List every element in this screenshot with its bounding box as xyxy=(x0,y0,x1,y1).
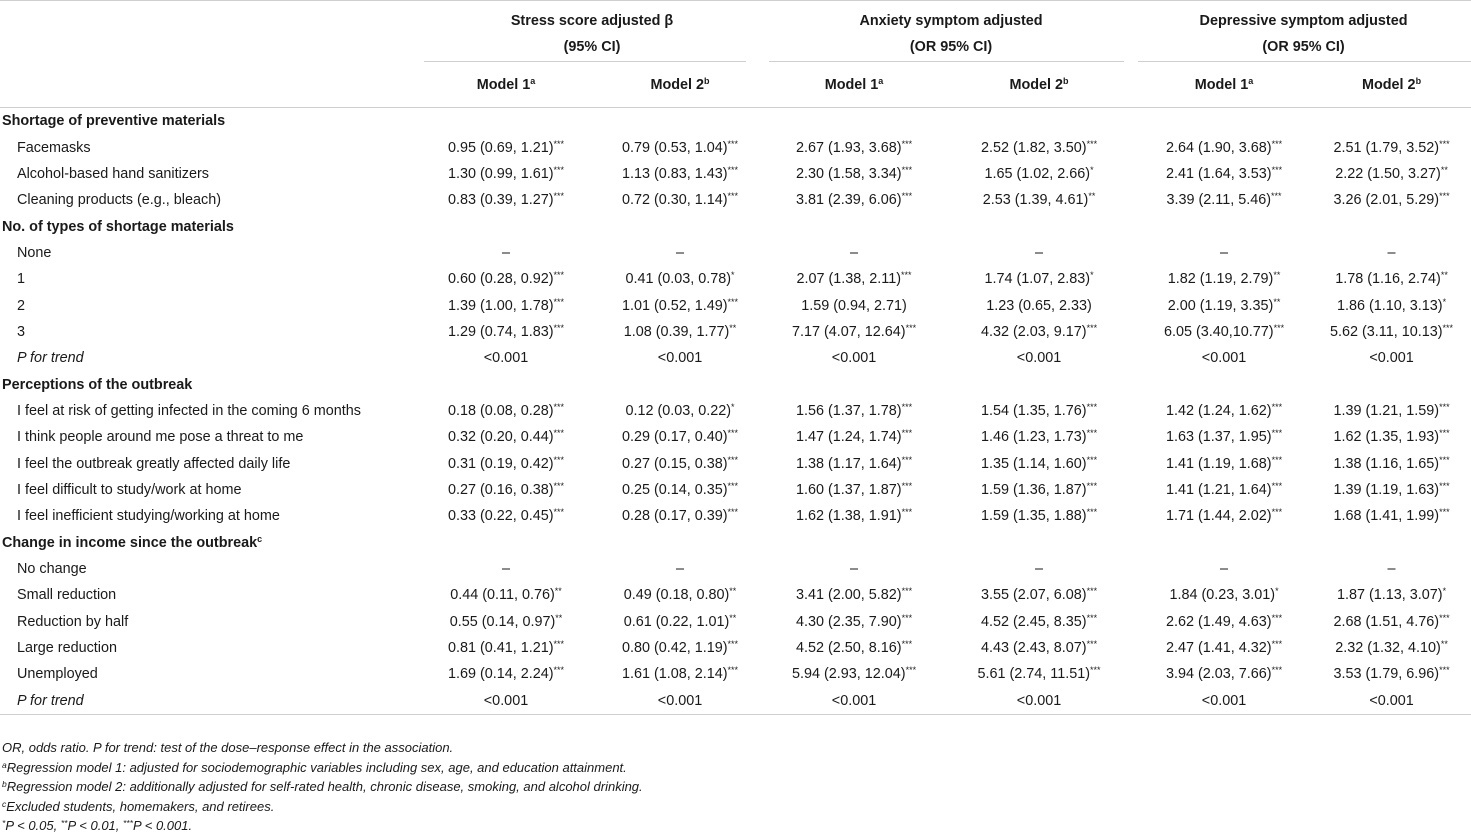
significance-mark: * xyxy=(1442,296,1447,307)
significance-mark: *** xyxy=(1271,665,1283,676)
table-cell: 0.32 (0.20, 0.44)*** xyxy=(447,428,565,446)
table-cell: 0.33 (0.22, 0.45)*** xyxy=(447,507,565,525)
row-label: Unemployed xyxy=(17,666,98,683)
table-cell: 1.30 (0.99, 1.61)*** xyxy=(447,164,565,182)
row-label: Small reduction xyxy=(17,587,117,604)
table-cell: <0.001 xyxy=(657,350,703,367)
table-cell: 2.52 (1.82, 3.50)*** xyxy=(980,138,1098,156)
header-model1: Model 1$^a$ xyxy=(476,75,536,93)
table-cell: 1.59 (1.36, 1.87)*** xyxy=(980,480,1098,498)
table-cell: 1.62 (1.35, 1.93)*** xyxy=(1333,428,1450,446)
table-cell: 0.27 (0.15, 0.38)*** xyxy=(621,454,739,472)
significance-mark: *** xyxy=(1090,665,1101,676)
table-cell: – xyxy=(1387,244,1396,261)
table-cell: – xyxy=(1387,561,1396,578)
significance-mark: *** xyxy=(1439,401,1450,412)
table-cell: 1.86 (1.10, 3.13)* xyxy=(1336,296,1447,314)
table-cell: 4.52 (2.50, 8.16)*** xyxy=(795,639,913,657)
table-cell: <0.001 xyxy=(1201,350,1247,367)
table-cell: 0.60 (0.28, 0.92)*** xyxy=(447,270,565,288)
significance-mark: *** xyxy=(901,507,913,518)
table-cell: 2.00 (1.19, 3.35)** xyxy=(1167,296,1281,314)
table-cell: 1.54 (1.35, 1.76)*** xyxy=(980,401,1098,419)
table-row xyxy=(0,503,1471,529)
table-cell: 4.43 (2.43, 8.07)*** xyxy=(980,639,1098,657)
header-model2: Model 2$^b$ xyxy=(1361,75,1422,93)
significance-mark: *** xyxy=(1271,428,1283,439)
significance-mark: *** xyxy=(1086,428,1098,439)
table-row xyxy=(0,266,1471,292)
p-trend-row xyxy=(0,688,1471,715)
table-cell: <0.001 xyxy=(657,692,703,709)
table-cell: – xyxy=(676,244,685,261)
table-cell: – xyxy=(850,561,859,578)
significance-mark: *** xyxy=(727,191,739,202)
table-cell: 2.53 (1.39, 4.61)** xyxy=(982,191,1096,209)
significance-mark: *** xyxy=(553,507,565,518)
table-cell: 2.62 (1.49, 4.63)*** xyxy=(1165,612,1283,630)
significance-mark: *** xyxy=(727,428,739,439)
table-cell: – xyxy=(1220,561,1229,578)
footnote-significance: *P < 0.05, **P < 0.01, ***P < 0.001. xyxy=(2,818,193,833)
significance-mark: *** xyxy=(1439,138,1450,149)
table-cell: 1.39 (1.21, 1.59)*** xyxy=(1333,401,1450,419)
footnote-b: $^b$Regression model 2: additionally adjusted for self-rated health, chronic disease, smoking, and alcohol drinking. xyxy=(2,779,643,794)
table-cell: 3.55 (2.07, 6.08)*** xyxy=(980,586,1098,604)
significance-mark: *** xyxy=(727,138,739,149)
significance-mark: *** xyxy=(553,639,565,650)
header-anxiety-subtitle: (OR 95% CI) xyxy=(909,38,993,55)
p-trend-label: P for trend xyxy=(17,350,84,367)
significance-mark: * xyxy=(731,270,735,281)
significance-mark: *** xyxy=(553,138,565,149)
footnote-a: $^a$Regression model 1: adjusted for sociodemographic variables including sex, age, and education attainment. xyxy=(2,759,627,775)
header-depressive-title: Depressive symptom adjusted xyxy=(1199,12,1408,29)
significance-mark: *** xyxy=(553,322,565,333)
table-cell: 1.68 (1.41, 1.99)*** xyxy=(1333,507,1450,525)
significance-mark: ** xyxy=(1273,270,1281,281)
row-label: None xyxy=(17,244,52,261)
header-model1: Model 1$^a$ xyxy=(824,75,884,93)
table-cell: 3.41 (2.00, 5.82)*** xyxy=(795,586,913,604)
table-row xyxy=(0,556,1471,582)
table-cell: 0.41 (0.03, 0.78)* xyxy=(625,270,735,288)
table-cell: 0.80 (0.42, 1.19)*** xyxy=(621,639,739,657)
table-cell: – xyxy=(676,561,685,578)
footnote-c: $^c$Excluded students, homemakers, and retirees. xyxy=(2,798,275,814)
table-cell: 1.46 (1.23, 1.73)*** xyxy=(980,428,1098,446)
table-cell: 1.78 (1.16, 2.74)** xyxy=(1335,270,1448,288)
table-cell: 1.63 (1.37, 1.95)*** xyxy=(1165,428,1283,446)
table-cell: 1.42 (1.24, 1.62)*** xyxy=(1165,401,1283,419)
row-label: I feel the outbreak greatly affected daily life xyxy=(17,455,291,472)
section-header-row xyxy=(0,530,1471,556)
header-blank xyxy=(0,1,418,63)
table-cell: <0.001 xyxy=(1016,692,1062,709)
footnote-or: OR, odds ratio. P for trend: test of the dose–response effect in the association. xyxy=(2,740,454,755)
significance-mark: *** xyxy=(1086,507,1098,518)
row-label: I feel inefficient studying/working at home xyxy=(17,508,280,525)
table-cell: 1.56 (1.37, 1.78)*** xyxy=(795,401,913,419)
table-cell: 1.35 (1.14, 1.60)*** xyxy=(980,454,1098,472)
header-row-models xyxy=(0,62,1471,108)
table-cell: 1.47 (1.24, 1.74)*** xyxy=(795,428,913,446)
table-body xyxy=(0,108,1471,715)
significance-mark: *** xyxy=(901,401,913,412)
table-cell: 0.18 (0.08, 0.28)*** xyxy=(447,401,565,419)
table-cell: – xyxy=(1220,244,1229,261)
table-row xyxy=(0,450,1471,476)
header-stress-title: Stress score adjusted β xyxy=(510,12,674,29)
table-cell: 3.94 (2.03, 7.66)*** xyxy=(1165,665,1283,683)
table-cell: 0.44 (0.11, 0.76)** xyxy=(450,586,562,604)
significance-mark: *** xyxy=(553,665,565,676)
table-row xyxy=(0,292,1471,318)
section-label: Change in income since the outbreak$^c$ xyxy=(2,533,263,551)
table-cell: – xyxy=(850,244,859,261)
table-cell: 5.62 (3.11, 10.13)*** xyxy=(1329,322,1454,340)
significance-mark: *** xyxy=(727,639,739,650)
significance-mark: ** xyxy=(555,612,563,623)
header-row-groups xyxy=(0,1,1471,63)
table-cell: – xyxy=(1035,561,1044,578)
significance-mark: *** xyxy=(1271,480,1283,491)
table-cell: 2.64 (1.90, 3.68)*** xyxy=(1165,138,1283,156)
table-row xyxy=(0,424,1471,450)
row-label: I think people around me pose a threat to me xyxy=(17,429,304,446)
row-label: Facemasks xyxy=(17,139,91,156)
table-cell: 0.31 (0.19, 0.42)*** xyxy=(447,454,565,472)
row-label: Reduction by half xyxy=(17,613,129,630)
significance-mark: *** xyxy=(727,665,739,676)
header-depressive-group xyxy=(1136,1,1471,63)
significance-mark: *** xyxy=(901,164,913,175)
significance-mark: *** xyxy=(1271,164,1283,175)
significance-mark: ** xyxy=(1440,639,1448,650)
table-cell: 0.79 (0.53, 1.04)*** xyxy=(621,138,739,156)
significance-mark: *** xyxy=(901,454,913,465)
significance-mark: *** xyxy=(553,480,565,491)
table-cell: 1.61 (1.08, 2.14)*** xyxy=(621,665,739,683)
table-cell: 1.39 (1.19, 1.63)*** xyxy=(1333,480,1450,498)
row-label: 2 xyxy=(17,297,26,314)
significance-mark: *** xyxy=(901,612,913,623)
row-label: Cleaning products (e.g., bleach) xyxy=(17,192,221,209)
table-cell: – xyxy=(501,561,510,578)
table-cell: 7.17 (4.07, 12.64)*** xyxy=(791,322,917,340)
table-cell: 1.38 (1.16, 1.65)*** xyxy=(1333,454,1450,472)
table-row xyxy=(0,134,1471,160)
table-cell: 0.28 (0.17, 0.39)*** xyxy=(621,507,739,525)
table-cell: <0.001 xyxy=(831,692,877,709)
p-trend-row xyxy=(0,345,1471,371)
significance-mark: *** xyxy=(1439,507,1450,518)
table-cell: – xyxy=(501,244,510,261)
table-cell: 0.81 (0.41, 1.21)*** xyxy=(447,639,565,657)
table-cell: 1.65 (1.02, 2.66)* xyxy=(984,164,1094,182)
table-cell: 1.01 (0.52, 1.49)*** xyxy=(621,296,739,314)
table-cell: 5.94 (2.93, 12.04)*** xyxy=(791,665,917,683)
section-label: Perceptions of the outbreak xyxy=(2,376,193,393)
section-header-row xyxy=(0,371,1471,397)
table-cell: 0.95 (0.69, 1.21)*** xyxy=(447,138,565,156)
table-row xyxy=(0,240,1471,266)
significance-mark: * xyxy=(1275,586,1279,597)
significance-mark: ** xyxy=(1440,164,1448,175)
section-header-row xyxy=(0,108,1471,135)
significance-mark: *** xyxy=(1439,454,1450,465)
significance-mark: *** xyxy=(901,480,913,491)
significance-mark: *** xyxy=(727,480,739,491)
significance-mark: *** xyxy=(901,270,912,281)
table-cell: 0.49 (0.18, 0.80)** xyxy=(623,586,737,604)
p-trend-label: P for trend xyxy=(17,692,84,709)
header-model2: Model 2$^b$ xyxy=(1009,75,1069,93)
significance-mark: * xyxy=(1090,164,1094,175)
header-depressive-subtitle: (OR 95% CI) xyxy=(1262,38,1345,55)
table-cell: 1.59 (0.94, 2.71) xyxy=(801,297,907,314)
table-row xyxy=(0,661,1471,687)
table-row xyxy=(0,582,1471,608)
header-model1: Model 1$^a$ xyxy=(1194,75,1254,93)
table-cell: 2.68 (1.51, 4.76)*** xyxy=(1333,612,1450,630)
significance-mark: *** xyxy=(1271,138,1283,149)
significance-mark: *** xyxy=(553,191,565,202)
table-row xyxy=(0,187,1471,213)
table-cell: 0.25 (0.14, 0.35)*** xyxy=(621,480,739,498)
table-cell: <0.001 xyxy=(1369,692,1414,709)
row-label: I feel at risk of getting infected in the coming 6 months xyxy=(17,402,361,419)
table-cell: 1.60 (1.37, 1.87)*** xyxy=(795,480,913,498)
significance-mark: *** xyxy=(901,191,913,202)
significance-mark: * xyxy=(1090,270,1094,281)
significance-mark: *** xyxy=(1086,401,1098,412)
table-cell: 1.38 (1.17, 1.64)*** xyxy=(795,454,913,472)
significance-mark: *** xyxy=(1086,639,1098,650)
table-cell: <0.001 xyxy=(1016,350,1062,367)
header-stress-group xyxy=(418,1,766,63)
significance-mark: ** xyxy=(1440,270,1448,281)
significance-mark: ** xyxy=(729,586,737,597)
table-cell: 0.29 (0.17, 0.40)*** xyxy=(621,428,739,446)
table-cell: <0.001 xyxy=(483,350,529,367)
table-cell: <0.001 xyxy=(483,692,529,709)
row-label: Large reduction xyxy=(17,640,118,657)
table-cell: 1.59 (1.35, 1.88)*** xyxy=(980,507,1098,525)
table-cell: 3.81 (2.39, 6.06)*** xyxy=(795,191,913,209)
table-cell: 2.30 (1.58, 3.34)*** xyxy=(795,164,913,182)
table-cell: 0.61 (0.22, 1.01)** xyxy=(623,612,737,630)
significance-mark: *** xyxy=(901,639,913,650)
table-cell: <0.001 xyxy=(1369,350,1414,367)
table-cell: 3.26 (2.01, 5.29)*** xyxy=(1333,191,1450,209)
section-header-row xyxy=(0,213,1471,239)
significance-mark: *** xyxy=(1273,322,1285,333)
table-cell: 6.05 (3.40,10.77)*** xyxy=(1163,322,1285,340)
table-cell: 1.87 (1.13, 3.07)* xyxy=(1336,586,1447,604)
table-cell: 1.62 (1.38, 1.91)*** xyxy=(795,507,913,525)
table-cell: 1.08 (0.39, 1.77)** xyxy=(623,322,737,340)
significance-mark: *** xyxy=(1086,586,1098,597)
significance-mark: *** xyxy=(1271,401,1283,412)
table-row xyxy=(0,319,1471,345)
table-cell: 1.41 (1.19, 1.68)*** xyxy=(1165,454,1283,472)
table-cell: 2.22 (1.50, 3.27)** xyxy=(1335,164,1448,182)
row-label: I feel difficult to study/work at home xyxy=(17,481,242,498)
header-anxiety-group xyxy=(766,1,1136,63)
significance-mark: *** xyxy=(905,322,917,333)
significance-mark: ** xyxy=(1273,296,1281,307)
significance-mark: *** xyxy=(727,454,739,465)
significance-mark: *** xyxy=(1439,612,1450,623)
table-row xyxy=(0,609,1471,635)
table-cell: 1.39 (1.00, 1.78)*** xyxy=(447,296,565,314)
table-cell: 1.13 (0.83, 1.43)*** xyxy=(621,164,739,182)
table-cell: 0.72 (0.30, 1.14)*** xyxy=(621,191,739,209)
table-cell: <0.001 xyxy=(1201,692,1247,709)
section-label: Shortage of preventive materials xyxy=(2,113,226,130)
significance-mark: * xyxy=(1442,586,1447,597)
significance-mark: *** xyxy=(905,665,917,676)
table-cell: 2.51 (1.79, 3.52)*** xyxy=(1333,138,1450,156)
table-cell: 1.41 (1.21, 1.64)*** xyxy=(1165,480,1283,498)
significance-mark: *** xyxy=(901,428,913,439)
table-cell: 1.82 (1.19, 2.79)** xyxy=(1167,270,1281,288)
row-label: 1 xyxy=(17,271,26,288)
table-cell: 2.67 (1.93, 3.68)*** xyxy=(795,138,913,156)
table-cell: 2.32 (1.32, 4.10)** xyxy=(1335,639,1448,657)
significance-mark: *** xyxy=(553,296,565,307)
significance-mark: * xyxy=(731,401,735,412)
significance-mark: *** xyxy=(1271,191,1282,202)
significance-mark: *** xyxy=(1271,612,1283,623)
significance-mark: *** xyxy=(1439,428,1450,439)
section-label: No. of types of shortage materials xyxy=(2,218,234,235)
table-cell: 0.27 (0.16, 0.38)*** xyxy=(447,480,565,498)
table-cell: 2.07 (1.38, 2.11)*** xyxy=(796,270,912,288)
significance-mark: *** xyxy=(727,164,739,175)
significance-mark: *** xyxy=(1439,480,1450,491)
significance-mark: ** xyxy=(729,322,737,333)
table-cell: 3.53 (1.79, 6.96)*** xyxy=(1333,665,1450,683)
significance-mark: *** xyxy=(1271,639,1283,650)
significance-mark: *** xyxy=(553,428,565,439)
significance-mark: *** xyxy=(1086,138,1098,149)
significance-mark: *** xyxy=(1086,612,1098,623)
table-row xyxy=(0,398,1471,424)
table-cell: 4.32 (2.03, 9.17)*** xyxy=(980,322,1098,340)
significance-mark: *** xyxy=(1439,191,1450,202)
significance-mark: *** xyxy=(1086,322,1098,333)
significance-mark: *** xyxy=(901,138,913,149)
table-cell: 2.47 (1.41, 4.32)*** xyxy=(1165,639,1283,657)
table-cell: 4.30 (2.35, 7.90)*** xyxy=(795,612,913,630)
significance-mark: *** xyxy=(553,164,565,175)
row-label: 3 xyxy=(17,323,26,340)
significance-mark: *** xyxy=(553,454,565,465)
significance-mark: *** xyxy=(1086,454,1098,465)
table-cell: 1.71 (1.44, 2.02)*** xyxy=(1165,507,1283,525)
significance-mark: *** xyxy=(727,507,739,518)
table-cell: 2.41 (1.64, 3.53)*** xyxy=(1165,164,1283,182)
table-cell: 0.55 (0.14, 0.97)** xyxy=(449,612,563,630)
significance-mark: *** xyxy=(1271,507,1283,518)
header-stress-subtitle: (95% CI) xyxy=(563,38,621,55)
table-cell: 0.83 (0.39, 1.27)*** xyxy=(447,191,565,209)
significance-mark: *** xyxy=(553,270,565,281)
table-cell: 4.52 (2.45, 8.35)*** xyxy=(980,612,1098,630)
header-anxiety-title: Anxiety symptom adjusted xyxy=(859,12,1043,29)
significance-mark: ** xyxy=(729,612,737,623)
significance-mark: *** xyxy=(727,296,739,307)
table-cell: 0.12 (0.03, 0.22)* xyxy=(625,401,735,419)
table-row xyxy=(0,161,1471,187)
significance-mark: ** xyxy=(1088,191,1096,202)
significance-mark: ** xyxy=(554,586,562,597)
significance-mark: *** xyxy=(1086,480,1098,491)
table-cell: <0.001 xyxy=(831,350,877,367)
table-row xyxy=(0,477,1471,503)
table-cell: 1.84 (0.23, 3.01)* xyxy=(1169,586,1279,604)
table-cell: 1.74 (1.07, 2.83)* xyxy=(984,270,1094,288)
table-cell: 1.23 (0.65, 2.33) xyxy=(986,297,1092,314)
table-cell: 1.69 (0.14, 2.24)*** xyxy=(447,665,565,683)
significance-mark: *** xyxy=(901,586,913,597)
row-label: No change xyxy=(17,561,87,578)
table-cell: 3.39 (2.11, 5.46)*** xyxy=(1166,191,1282,209)
table-cell: – xyxy=(1035,244,1044,261)
significance-mark: *** xyxy=(1271,454,1283,465)
table-row xyxy=(0,635,1471,661)
significance-mark: *** xyxy=(1442,322,1454,333)
table-cell: 1.29 (0.74, 1.83)*** xyxy=(447,322,565,340)
significance-mark: *** xyxy=(553,401,565,412)
header-model2: Model 2$^b$ xyxy=(650,75,710,93)
table-cell: 5.61 (2.74, 11.51)*** xyxy=(977,665,1101,683)
significance-mark: *** xyxy=(1439,665,1450,676)
row-label: Alcohol-based hand sanitizers xyxy=(17,165,209,182)
